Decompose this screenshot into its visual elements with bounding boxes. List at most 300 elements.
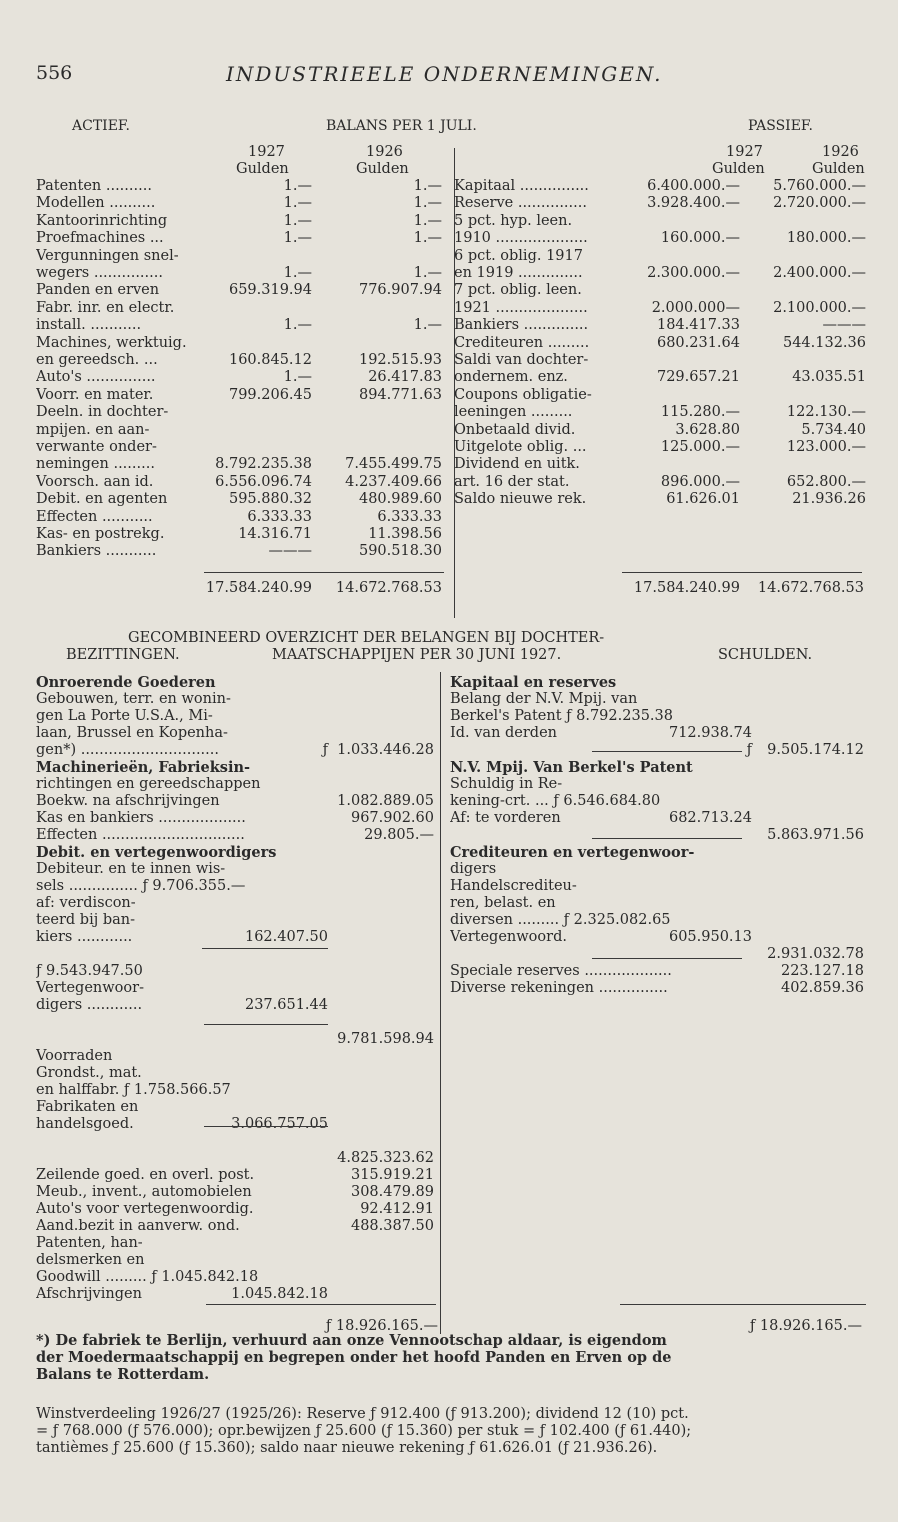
overview-divider <box>440 672 441 1334</box>
overview-left-row <box>36 912 436 929</box>
overview-amount: 9.505.174.12 <box>767 742 864 758</box>
overview-right-row <box>450 827 866 844</box>
overview-right-row <box>450 946 866 963</box>
liabilities-row <box>454 352 866 369</box>
overview-left-row <box>36 963 436 980</box>
overview-item-label: sels ............... ƒ 9.706.355.— <box>36 878 246 894</box>
assets-row <box>36 248 446 265</box>
assets-label: en gereedsch. ... <box>36 352 158 368</box>
liabilities-value-1927: 125.000.— <box>660 439 740 455</box>
overview-left-row <box>36 810 436 827</box>
liabilities-value-1927: 3.928.400.— <box>647 195 740 212</box>
liabilities-row <box>454 474 866 491</box>
assets-row <box>36 509 446 526</box>
assets-value-1926: 4.237.409.66 <box>345 473 442 490</box>
overview-right-row <box>450 844 866 861</box>
rule-a <box>202 948 328 949</box>
overview-left-row <box>36 929 436 946</box>
liabilities-row <box>454 230 866 247</box>
assets-total-1926: 14.672.768.53 <box>335 580 442 596</box>
overview-right-row <box>450 878 866 895</box>
liabilities-value-1926: 2.400.000.— <box>773 265 866 281</box>
liabilities-value-1926: 652.800.— <box>786 473 866 490</box>
overview-right-row <box>450 759 866 776</box>
liabilities-label: Kapitaal ............... <box>454 178 589 194</box>
liabilities-value-1927: 2.300.000.— <box>647 265 740 281</box>
overview-right-row <box>450 963 866 980</box>
overview-item-label: digers ............ <box>36 997 143 1013</box>
overview-amount: 29.805.— <box>364 827 434 843</box>
rule-e <box>592 838 742 839</box>
overview-sub-amount: 1.045.842.18 <box>231 1286 328 1302</box>
assets-value-1926: 480.989.60 <box>358 491 442 508</box>
overview-left-row <box>36 742 436 759</box>
overview-left-row <box>36 691 436 708</box>
overview-left-row <box>36 1150 436 1167</box>
liabilities-value-1927: 680.231.64 <box>656 334 740 351</box>
overview-item-label: en halffabr. ƒ 1.758.566.57 <box>36 1082 231 1098</box>
liabilities-value-1927: 729.657.21 <box>656 369 740 386</box>
liabilities-label: Reserve ............... <box>454 195 587 212</box>
assets-row <box>36 230 446 247</box>
overview-item-label: Vertegenwoor- <box>36 980 144 996</box>
assets-value-1926: 894.771.63 <box>358 386 442 403</box>
bezittingen-heading: BEZITTINGEN. <box>66 647 180 663</box>
assets-total-1927: 17.584.240.99 <box>205 580 312 596</box>
overview-item-label: diversen ......... ƒ 2.325.082.65 <box>450 912 671 928</box>
liabilities-row <box>454 387 866 404</box>
assets-row <box>36 300 446 317</box>
assets-value-1926: 1.— <box>413 317 442 334</box>
overview-amount: 315.919.21 <box>350 1167 434 1183</box>
overview-sub-amount: 3.066.757.05 <box>231 1116 328 1132</box>
overview-title-1 <box>36 630 866 647</box>
overview-right-row <box>450 980 866 997</box>
overview-item-label: Id. van derden <box>450 725 558 741</box>
overview-left-row <box>36 1286 436 1303</box>
overview-amount: 488.387.50 <box>350 1218 434 1234</box>
assets-row <box>36 213 446 230</box>
rule-total-left <box>206 1304 436 1305</box>
liabilities-row <box>454 369 866 386</box>
overview-item-label: gen La Porte U.S.A., Mi- <box>36 708 213 724</box>
overview-sub-amount: 712.938.74 <box>668 725 752 741</box>
liabilities-value-1927: 61.626.01 <box>666 491 740 508</box>
overview-right-row <box>450 793 866 810</box>
liabilities-row <box>454 265 866 282</box>
liabilities-row <box>454 317 866 334</box>
assets-row <box>36 178 446 195</box>
overview-item-label: Goodwill ......... ƒ 1.045.842.18 <box>36 1269 259 1285</box>
liabilities-label: Saldo nieuwe rek. <box>454 491 587 508</box>
liabilities-row <box>454 300 866 317</box>
overview-item-label: Speciale reserves ................... <box>450 963 672 979</box>
overview-item-label: af: verdiscon- <box>36 895 136 911</box>
liabilities-value-1927: 3.628.80 <box>675 421 740 438</box>
footnote <box>36 1332 870 1383</box>
assets-list <box>36 178 446 578</box>
overview-left-row <box>36 980 436 997</box>
overview-item-label: Kas en bankiers ................... <box>36 810 246 826</box>
liabilities-label: en 1919 .............. <box>454 265 583 281</box>
liabilities-label: leeningen ......... <box>454 404 573 421</box>
assets-value-1926: 1.— <box>413 265 442 281</box>
overview-sub-amount: 682.713.24 <box>668 810 752 826</box>
assets-value-1927: 6.333.33 <box>247 508 312 525</box>
overview-item-label: Diverse rekeningen ............... <box>450 980 668 996</box>
balance-totals <box>36 580 866 597</box>
year-header <box>36 144 866 161</box>
overview-item-label: gen*) .............................. <box>36 742 219 758</box>
rule-b <box>204 1024 328 1025</box>
assets-value-1926: 192.515.93 <box>358 352 442 368</box>
overview-right-row <box>450 810 866 827</box>
overview-left-row <box>36 725 436 742</box>
overview-right-row <box>450 725 866 742</box>
overview-left-row <box>36 1099 436 1116</box>
assets-row <box>36 369 446 386</box>
overview-item-label: kening-crt. ... ƒ 6.546.684.80 <box>450 793 661 809</box>
overview-left-row <box>36 1269 436 1286</box>
overview-amount: 9.781.598.94 <box>337 1031 434 1047</box>
currency-right-1: Gulden <box>712 161 765 177</box>
assets-label: nemingen ......... <box>36 456 155 473</box>
overview-item-label: laan, Brussel en Kopenha- <box>36 725 228 741</box>
assets-value-1926: 6.333.33 <box>377 508 442 525</box>
liabilities-value-1926: 5.760.000.— <box>773 178 866 194</box>
assets-label: Patenten .......... <box>36 178 152 194</box>
year-1926-right: 1926 <box>822 144 859 160</box>
overview-item-label: Debit. en vertegenwoordigers <box>36 844 277 861</box>
assets-value-1927: 595.880.32 <box>228 491 312 508</box>
overview-right-row <box>450 691 866 708</box>
assets-value-1927: 6.556.096.74 <box>215 473 312 490</box>
overview-left-row <box>36 1167 436 1184</box>
overview-left-row <box>36 1201 436 1218</box>
rule-total-right <box>620 1304 866 1305</box>
liabilities-label: Saldi van dochter- <box>454 352 589 368</box>
overview-item-label: Berkel's Patent ƒ 8.792.235.38 <box>450 708 673 724</box>
footnote-line-1: *) De fabriek te Berlijn, verhuurd aan onze Vennootschap aldaar, is eigendom <box>36 1332 667 1349</box>
liabilities-row <box>454 178 866 195</box>
overview-sub-amount: 605.950.13 <box>668 929 752 945</box>
overview-left-row <box>36 1048 436 1065</box>
assets-row <box>36 491 446 508</box>
overview-left-row <box>36 997 436 1014</box>
overview-item-label: Crediteuren en vertegenwoor- <box>450 844 695 861</box>
assets-value-1927: 1.— <box>283 178 312 194</box>
overview-item-label: handelsgoed. <box>36 1116 134 1132</box>
liab-total-1927: 17.584.240.99 <box>633 580 740 596</box>
assets-row <box>36 456 446 473</box>
currency-right-2: Gulden <box>812 161 865 177</box>
winst-line-2: = ƒ 768.000 (ƒ 576.000); opr.bewijzen ƒ 25.600 (ƒ 15.360) per stuk = ƒ 102.400 (ƒ 61.440); <box>36 1423 692 1439</box>
overview-item-label: delsmerken en <box>36 1252 145 1268</box>
overview-liabilities <box>450 674 866 1074</box>
assets-value-1927: 1.— <box>283 317 312 334</box>
assets-label: verwante onder- <box>36 439 157 455</box>
assets-label: Panden en erven <box>36 282 160 299</box>
overview-item-label: Zeilende goed. en overl. post. <box>36 1167 255 1183</box>
assets-value-1927: 799.206.45 <box>228 386 312 403</box>
assets-label: Deeln. in dochter- <box>36 404 169 421</box>
overview-left-row <box>36 793 436 810</box>
overview-amount: 4.825.323.62 <box>337 1150 434 1166</box>
overview-item-label: Patenten, han- <box>36 1235 143 1251</box>
assets-row <box>36 422 446 439</box>
overview-amount: 402.859.36 <box>780 980 864 996</box>
overview-left-row <box>36 827 436 844</box>
liab-total-1926: 14.672.768.53 <box>757 580 864 596</box>
overview-left-row <box>36 878 436 895</box>
assets-row <box>36 282 446 299</box>
liabilities-row <box>454 439 866 456</box>
liabilities-value-1927: 115.280.— <box>660 404 740 421</box>
assets-row <box>36 439 446 456</box>
actief-heading: ACTIEF. <box>72 118 130 134</box>
liabilities-label: Crediteuren ......... <box>454 334 590 351</box>
overview-left-row <box>36 1184 436 1201</box>
liabilities-row <box>454 335 866 352</box>
overview-left-row <box>36 1014 436 1031</box>
liabilities-list <box>454 178 866 578</box>
liabilities-value-1926: 180.000.— <box>786 230 866 247</box>
overview-item-label: Kapitaal en reserves <box>450 674 617 691</box>
year-1927-right: 1927 <box>726 144 763 160</box>
assets-row <box>36 335 446 352</box>
liabilities-value-1927: 896.000.— <box>660 473 740 490</box>
liabilities-label: 7 pct. oblig. leen. <box>454 282 582 299</box>
overview-item-label: Gebouwen, terr. en wonin- <box>36 691 231 707</box>
winstverdeeling <box>36 1406 870 1457</box>
liabilities-value-1926: 2.720.000.— <box>773 195 866 212</box>
assets-value-1926: 776.907.94 <box>358 282 442 299</box>
overview-item-label: Vertegenwoord. <box>450 929 567 945</box>
overview-left-row <box>36 1082 436 1099</box>
assets-row <box>36 474 446 491</box>
liabilities-label: Dividend en uitk. <box>454 456 580 473</box>
page-number: 556 <box>36 62 73 84</box>
overview-item-label: teerd bij ban- <box>36 912 136 928</box>
liabilities-row <box>454 282 866 299</box>
winst-line-3: tantièmes ƒ 25.600 (ƒ 15.360); saldo naar nieuwe rekening ƒ 61.626.01 (ƒ 21.936.26). <box>36 1440 658 1456</box>
assets-value-1927: 14.316.71 <box>238 526 312 542</box>
liabilities-label: ondernem. enz. <box>454 369 568 386</box>
assets-value-1926: 1.— <box>413 212 442 229</box>
overview-left-row <box>36 776 436 793</box>
overview-left-row <box>36 861 436 878</box>
liabilities-row <box>454 422 866 439</box>
overview-sub-amount: ƒ <box>746 742 752 758</box>
overview-right-row <box>450 674 866 691</box>
assets-total-rule <box>204 572 444 573</box>
liabilities-label: art. 16 der stat. <box>454 473 570 490</box>
overview-sub-amount: 162.407.50 <box>244 929 328 945</box>
overview-total-right: ƒ 18.926.165.— <box>749 1318 862 1334</box>
liabilities-label: 6 pct. oblig. 1917 <box>454 247 583 264</box>
footnote-line-3: Balans te Rotterdam. <box>36 1366 210 1383</box>
overview-left-row <box>36 1065 436 1082</box>
currency-left-2: Gulden <box>356 161 409 177</box>
balance-heading <box>36 118 866 135</box>
overview-item-label: digers <box>450 861 497 877</box>
overview-amount: 308.479.89 <box>350 1184 434 1200</box>
liabilities-value-1926: 5.734.40 <box>801 421 866 438</box>
liabilities-value-1927: 6.400.000.— <box>647 178 740 194</box>
assets-value-1927: 8.792.235.38 <box>215 456 312 473</box>
rule-c <box>204 1126 328 1127</box>
overview-item-label: Meub., invent., automobielen <box>36 1184 252 1200</box>
liabilities-row <box>454 404 866 421</box>
assets-value-1926: 590.518.30 <box>358 543 442 560</box>
overview-item-label: Voorraden <box>36 1048 113 1064</box>
liabilities-value-1926: 122.130.— <box>786 404 866 421</box>
liabilities-value-1926: ——— <box>822 317 866 334</box>
overview-amount: 1.082.889.05 <box>337 793 434 809</box>
assets-value-1927: 1.— <box>283 265 312 281</box>
overview-left-row <box>36 844 436 861</box>
overview-title-2 <box>36 647 866 664</box>
liabilities-value-1927: 2.000.000— <box>651 299 740 316</box>
overview-item-label: Schuldig in Re- <box>450 776 563 792</box>
currency-header <box>36 161 866 178</box>
assets-label: Auto's ............... <box>36 369 156 386</box>
overview-amount: 223.127.18 <box>780 963 864 979</box>
liabilities-row <box>454 248 866 265</box>
overview-right-row <box>450 708 866 725</box>
overview-left-row <box>36 759 436 776</box>
overview-item-label: Belang der N.V. Mpij. van <box>450 691 638 707</box>
overview-item-label: Grondst., mat. <box>36 1065 142 1081</box>
overview-right-row <box>450 929 866 946</box>
assets-row <box>36 526 446 543</box>
overview-amount: 967.902.60 <box>350 810 434 826</box>
assets-label: Voorr. en mater. <box>36 386 154 403</box>
assets-label: mpijen. en aan- <box>36 421 150 438</box>
overview-item-label: Effecten ............................... <box>36 827 245 843</box>
overview-item-label: ƒ 9.543.947.50 <box>36 963 143 979</box>
assets-label: wegers ............... <box>36 265 163 281</box>
overview-left-row <box>36 1235 436 1252</box>
balance-title: BALANS PER 1 JULI. <box>326 118 477 134</box>
overview-amount: 2.931.032.78 <box>767 946 864 962</box>
overview-item-label: Handelscrediteu- <box>450 878 577 894</box>
overview-left-row <box>36 1031 436 1048</box>
overview-subtitle: MAATSCHAPPIJEN PER 30 JUNI 1927. <box>272 647 562 663</box>
assets-value-1926: 1.— <box>413 195 442 212</box>
overview-total-left: ƒ 18.926.165.— <box>325 1318 438 1334</box>
overview-sub-amount: ƒ <box>322 742 328 758</box>
assets-value-1927: 1.— <box>283 369 312 386</box>
overview-right-row <box>450 861 866 878</box>
assets-label: Kas- en postrekg. <box>36 526 165 542</box>
assets-value-1927: 1.— <box>283 212 312 229</box>
overview-assets <box>36 674 436 1314</box>
assets-label: install. ........... <box>36 317 142 334</box>
year-1926-left: 1926 <box>366 144 403 160</box>
liabilities-value-1926: 2.100.000.— <box>773 299 866 316</box>
assets-row <box>36 387 446 404</box>
overview-item-label: Onroerende Goederen <box>36 674 216 691</box>
assets-label: Debit. en agenten <box>36 491 168 508</box>
overview-item-label: Aand.bezit in aanverw. ond. <box>36 1218 240 1234</box>
winst-line-1: Winstverdeeling 1926/27 (1925/26): Reserve ƒ 912.400 (ƒ 913.200); dividend 12 (10) pct. <box>36 1406 689 1422</box>
overview-left-row <box>36 708 436 725</box>
overview-right-row <box>450 776 866 793</box>
liabilities-label: Onbetaald divid. <box>454 421 576 438</box>
assets-label: Modellen .......... <box>36 195 156 212</box>
liabilities-value-1926: 544.132.36 <box>782 334 866 351</box>
assets-value-1927: 160.845.12 <box>228 352 312 368</box>
overview-item-label: Auto's voor vertegenwoordig. <box>36 1201 254 1217</box>
liabilities-label: 1910 .................... <box>454 230 588 247</box>
overview-right-row <box>450 912 866 929</box>
overview-amount: 1.033.446.28 <box>337 742 434 758</box>
assets-label: Fabr. inr. en electr. <box>36 299 175 316</box>
overview-item-label: richtingen en gereedschappen <box>36 776 261 792</box>
page-header <box>36 62 866 92</box>
overview-left-row <box>36 1133 436 1150</box>
assets-label: Effecten ........... <box>36 508 153 525</box>
overview-item-label: Afschrijvingen <box>36 1286 142 1302</box>
overview-left-row <box>36 895 436 912</box>
liabilities-value-1926: 43.035.51 <box>792 369 866 386</box>
overview-title-line-1: GECOMBINEERD OVERZICHT DER BELANGEN BIJ DOCHTER- <box>128 630 605 646</box>
liabilities-value-1927: 160.000.— <box>660 230 740 247</box>
assets-value-1926: 1.— <box>413 230 442 247</box>
liabilities-value-1926: 123.000.— <box>786 439 866 455</box>
overview-item-label: Af: te vorderen <box>450 810 561 826</box>
assets-value-1926: 26.417.83 <box>368 369 442 386</box>
combined-overview <box>36 630 866 1334</box>
overview-amount: 5.863.971.56 <box>767 827 864 843</box>
assets-label: Bankiers ........... <box>36 543 157 560</box>
liabilities-row <box>454 213 866 230</box>
assets-value-1927: 659.319.94 <box>228 282 312 299</box>
liabilities-value-1927: 184.417.33 <box>656 317 740 334</box>
liabilities-label: 5 pct. hyp. leen. <box>454 212 573 229</box>
overview-item-label: ren, belast. en <box>450 895 556 911</box>
overview-item-label: kiers ............ <box>36 929 133 945</box>
currency-left-1: Gulden <box>236 161 289 177</box>
assets-row <box>36 543 446 560</box>
overview-right-row <box>450 895 866 912</box>
assets-value-1926: 7.455.499.75 <box>345 456 442 473</box>
assets-label: Kantoorinrichting <box>36 212 168 229</box>
liabilities-label: Coupons obligatie- <box>454 386 592 403</box>
overview-amount: 92.412.91 <box>360 1201 434 1217</box>
assets-value-1927: 1.— <box>283 230 312 247</box>
balance-sheet <box>36 118 866 618</box>
liab-total-rule <box>622 572 862 573</box>
assets-row <box>36 352 446 369</box>
overview-item-label: Machinerieën, Fabrieksin- <box>36 759 251 776</box>
overview-left-row <box>36 1252 436 1269</box>
footnote-line-2: der Moedermaatschappij en begrepen onder het hoofd Panden en Erven op de <box>36 1349 672 1366</box>
overview-left-row <box>36 674 436 691</box>
assets-label: Proefmachines ... <box>36 230 164 247</box>
liabilities-label: 1921 .................... <box>454 299 588 316</box>
passief-heading: PASSIEF. <box>748 118 813 134</box>
overview-left-row <box>36 1116 436 1133</box>
overview-item-label: N.V. Mpij. Van Berkel's Patent <box>450 759 693 776</box>
assets-row <box>36 404 446 421</box>
liabilities-label: Bankiers .............. <box>454 317 589 334</box>
assets-value-1927: ——— <box>268 543 312 560</box>
overview-sub-amount: 237.651.44 <box>244 997 328 1013</box>
year-1927-left: 1927 <box>248 144 285 160</box>
overview-item-label: Debiteur. en te innen wis- <box>36 861 226 877</box>
